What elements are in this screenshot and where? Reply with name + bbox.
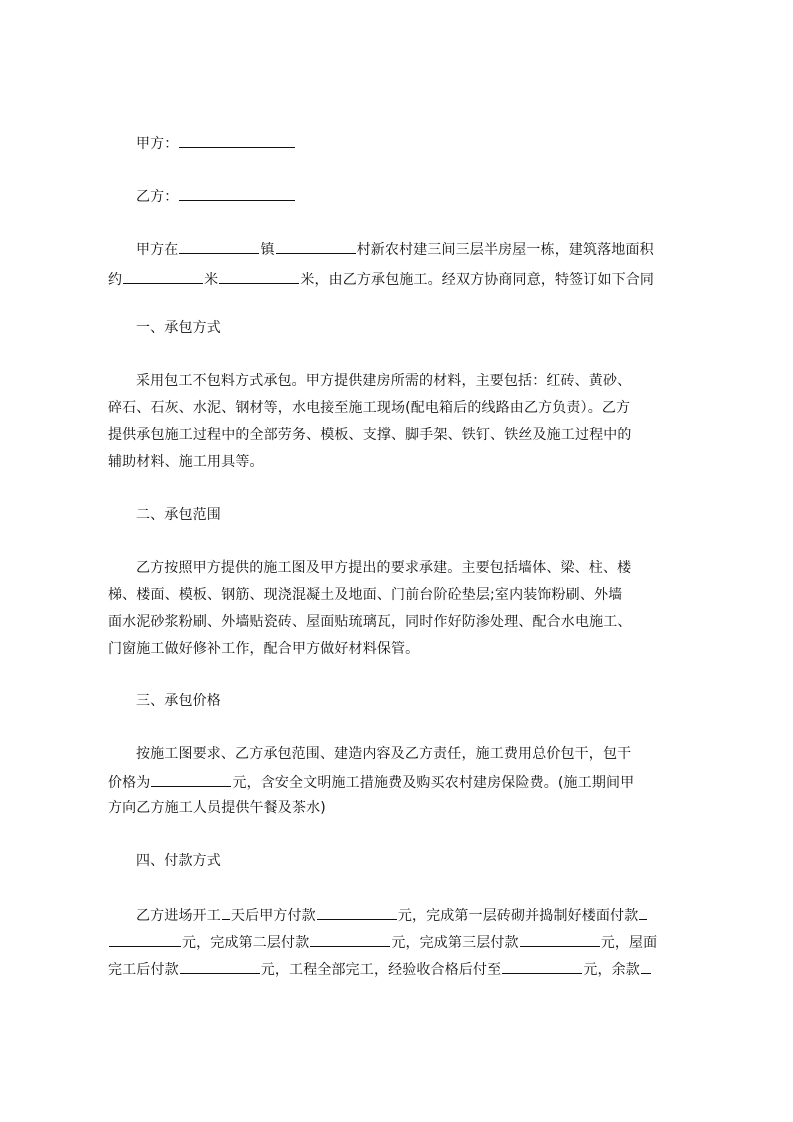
completion-payment-blank[interactable] bbox=[502, 958, 582, 974]
floor1-payment-blank-start[interactable] bbox=[639, 904, 647, 920]
section-4-text: 元，屋面 bbox=[600, 935, 658, 951]
days-blank[interactable] bbox=[222, 904, 230, 920]
section-1-line: 碎石、石灰、水泥、钢材等，水电接至施工现场(配电箱后的线路由乙方负责）。乙方 bbox=[108, 400, 631, 416]
intro-text: 约 bbox=[108, 272, 123, 288]
section-4-text: 元，余款 bbox=[583, 962, 640, 978]
section-3-heading: 三、承包价格 bbox=[136, 693, 221, 709]
first-payment-blank[interactable] bbox=[317, 904, 397, 920]
intro-text: 村新农村建三间三层半房屋一栋，建筑落地面积 bbox=[356, 242, 654, 258]
party-b-line bbox=[136, 185, 296, 207]
section-2-line: 面水泥砂浆粉刷、外墙贴瓷砖、屋面贴琉璃瓦，同时作好防渗处理、配合水电施工、 bbox=[108, 614, 632, 630]
section-4-text: 乙方进场开工 bbox=[136, 908, 221, 924]
section-4-text: 完工后付款 bbox=[108, 962, 179, 978]
section-1-heading: 一、承包方式 bbox=[136, 320, 221, 336]
section-4-heading: 四、付款方式 bbox=[136, 853, 221, 869]
town-blank[interactable] bbox=[179, 238, 259, 254]
intro-text: 米，由乙方承包施工。经双方协商同意，特签订如下合同 bbox=[300, 272, 655, 288]
balance-blank[interactable] bbox=[641, 958, 651, 974]
party-b-label: 乙方： bbox=[136, 189, 179, 205]
section-4-text: 天后甲方付款 bbox=[230, 908, 316, 924]
intro-text: 镇 bbox=[260, 242, 275, 258]
party-b-blank[interactable] bbox=[179, 185, 295, 201]
section-2-heading: 二、承包范围 bbox=[136, 507, 221, 523]
section-2-line: 门窗施工做好修补工作，配合甲方做好材料保管。 bbox=[108, 641, 420, 657]
length-blank[interactable] bbox=[123, 268, 203, 284]
section-2-line: 乙方按照甲方提供的施工图及甲方提出的要求承建。主要包括墙体、梁、柱、楼 bbox=[136, 560, 632, 576]
intro-line-1 bbox=[136, 238, 654, 260]
section-4-text: 元，完成第二层付款 bbox=[182, 935, 310, 951]
section-3-line: 方向乙方施工人员提供午餐及茶水) bbox=[108, 800, 326, 816]
section-4-text: 元，完成第一层砖砌并捣制好楼面付款 bbox=[397, 908, 639, 924]
section-1-line: 提供承包施工过程中的全部劳务、模板、支撑、脚手架、铁钉、铁丝及施工过程中的 bbox=[108, 427, 632, 443]
roof-payment-blank[interactable] bbox=[180, 958, 260, 974]
section-4-text: 元，工程全部完工，经验收合格后付至 bbox=[260, 962, 502, 978]
section-3-line bbox=[108, 771, 634, 793]
intro-text: 甲方在 bbox=[136, 242, 179, 258]
width-blank[interactable] bbox=[219, 268, 299, 284]
section-4-line bbox=[136, 904, 648, 926]
village-blank[interactable] bbox=[276, 238, 356, 254]
section-2-line: 梯、楼面、模板、钢筋、现浇混凝土及地面、门前台阶砼垫层;室内装饰粉刷、外墙 bbox=[108, 587, 623, 603]
floor2-payment-blank[interactable] bbox=[310, 931, 390, 947]
section-4-text: 元，完成第三层付款 bbox=[391, 935, 519, 951]
section-3-line: 按施工图要求、乙方承包范围、建造内容及乙方责任，施工费用总价包干，包干 bbox=[136, 746, 632, 762]
party-a-blank[interactable] bbox=[179, 132, 295, 148]
party-a-line bbox=[136, 132, 296, 154]
floor1-payment-blank-end[interactable] bbox=[109, 931, 181, 947]
intro-line-2 bbox=[108, 268, 654, 290]
section-1-line: 辅助材料、施工用具等。 bbox=[108, 454, 264, 470]
section-4-line bbox=[108, 931, 657, 953]
section-3-text: 价格为 bbox=[108, 775, 151, 791]
section-1-line: 采用包工不包料方式承包。甲方提供建房所需的材料，主要包括：红砖、黄砂、 bbox=[136, 373, 632, 389]
intro-text: 米 bbox=[204, 272, 219, 288]
section-3-text: 元，含安全文明施工措施费及购买农村建房保险费。(施工期间甲 bbox=[232, 775, 635, 791]
total-price-blank[interactable] bbox=[151, 771, 231, 787]
party-a-label: 甲方： bbox=[136, 136, 179, 152]
floor3-payment-blank[interactable] bbox=[520, 931, 600, 947]
section-4-line bbox=[108, 958, 652, 980]
